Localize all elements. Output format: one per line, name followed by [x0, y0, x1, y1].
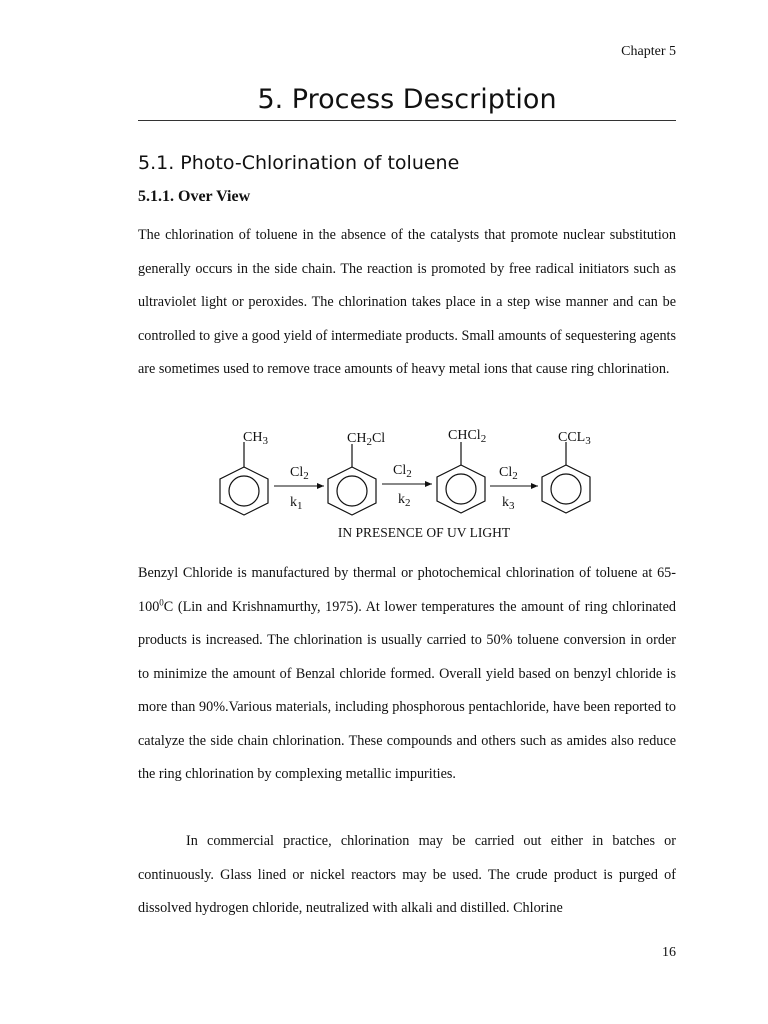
rate-constant-3: $k_3$ — [502, 495, 515, 512]
compound-label-benzotrichloride: $CCL_3$ — [558, 430, 591, 447]
rate-constant-2: $k_2$ — [398, 492, 411, 509]
reagent-label-2: $Cl_2$ — [393, 463, 412, 480]
paragraph-benzyl-chloride — [138, 557, 676, 792]
paragraph-commercial-practice: In commercial practice, chlorination may be carried out either in batches or continuously. Glass lined or nickel reactors may be used. The crude product is purged of dissolved hydrogen chloride, neutralized with alkali and distilled. Chlorine — [138, 833, 676, 916]
scheme-caption: IN PRESENCE OF UV LIGHT — [337, 525, 511, 540]
degree-superscript: 0 — [159, 596, 164, 607]
reaction-scheme — [210, 420, 610, 530]
compound-label-benzyl-chloride: $CH_2Cl$ — [347, 431, 386, 448]
compound-label-toluene: $CH_3$ — [243, 430, 268, 447]
page-number: 16 — [662, 945, 676, 960]
paragraph-text: C (Lin and Krishnamurthy, 1975). At lower temperatures the amount of ring chlorinated products is increased. The chlorination is usually carried to 50% toluene conversion in order to minimize the amount of Benzal chloride formed. Overall yield based on benzyl chloride is more than 90%.Various materials, including phosphorous pentachloride, have been reported to catalyze the side chain chlorination. These compounds and others such as amides also reduce the ring chlorination by complexing metallic impurities. — [138, 598, 676, 782]
paragraph-overview: The chlorination of toluene in the absence of the catalysts that promote nuclear substitution generally occurs in the side chain. The reaction is promoted by free radical initiators such as ultraviolet light or peroxides. The chlorination takes place in a step wise manner and can be controlled to give a good yield of intermediate products. Small amounts of sequestering agents are sometimes used to remove trace amounts of heavy metal ions that cause ring chlorination. — [138, 227, 676, 377]
paragraph-text: Benzyl Chloride is manufactured by thermal or photochemical chlorination of toluene at 65-100 — [138, 565, 676, 615]
reagent-label-1: $Cl_2$ — [290, 465, 309, 482]
page-title: 5. Process Description — [257, 84, 557, 115]
reagent-label-3: $Cl_2$ — [499, 465, 518, 482]
benzene-ring-benzal-chloride — [437, 442, 485, 513]
benzene-ring-benzotrichloride — [542, 442, 590, 513]
compound-label-benzal-chloride: CHCl$_2$ — [448, 428, 487, 445]
rate-constant-1: $k_1$ — [290, 495, 303, 512]
subsection-heading: 5.1.1. Over View — [138, 188, 251, 205]
title-underline — [138, 120, 676, 121]
chapter-header: Chapter 5 — [621, 44, 676, 59]
section-heading: 5.1. Photo-Chlorination of toluene — [138, 152, 460, 174]
benzene-ring-benzyl-chloride — [328, 444, 376, 515]
benzene-ring-toluene — [220, 442, 268, 515]
